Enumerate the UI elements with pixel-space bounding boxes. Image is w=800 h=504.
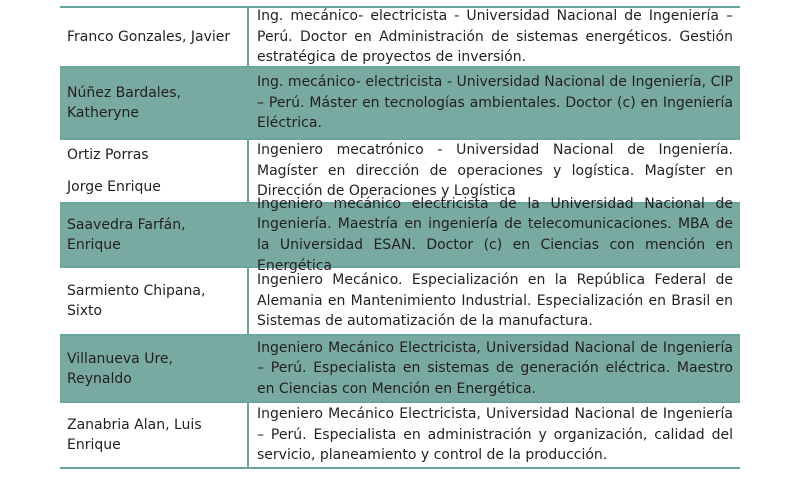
name-cell (60, 140, 249, 202)
description-cell (249, 140, 740, 202)
description-cell (249, 8, 740, 66)
description-text: Ing. mecánico- electricista - Universidad Nacional de Ingeniería – Perú. Doctor en Administración de sistemas energéticos. Gestión estratégica de proyectos de inversión. (257, 8, 733, 66)
faculty-table (60, 6, 740, 469)
description-cell (249, 195, 740, 274)
name-line: Saavedra Farfán, Enrique (67, 217, 186, 253)
name-cell (60, 8, 249, 66)
name-line: Enrique (67, 437, 121, 453)
table-row (60, 68, 740, 140)
name-line: Sarmiento Chipana, Sixto (67, 283, 206, 319)
description-cell (249, 403, 740, 467)
table-row (60, 403, 740, 469)
table-row (60, 336, 740, 403)
name-cell (60, 68, 249, 138)
name-cell (60, 403, 249, 467)
name-line: Franco Gonzales, Javier (67, 29, 231, 45)
name-cell (60, 204, 249, 266)
name-line: Zanabria Alan, Luis (67, 417, 202, 433)
name-line: Jorge Enrique (67, 179, 161, 195)
description-text: Ing. mecánico- electricista - Universidad Nacional de Ingeniería, CIP – Perú. Máster en tecnologías ambientales. Doctor (c) en Ingeniería Eléctrica. (257, 74, 733, 132)
name-cell (60, 336, 249, 401)
name-cell (60, 268, 249, 334)
table-row (60, 8, 740, 68)
description-text: Ingeniero Mecánico. Especialización en la República Federal de Alemania en Mantenimiento Industrial. Especialización en Brasil en Sistemas de automatización de la manufactura. (257, 272, 733, 330)
name-line: Villanueva Ure, Reynaldo (67, 350, 173, 387)
description-cell (249, 336, 740, 401)
table-row (60, 268, 740, 336)
description-text: Ingeniero Mecánico Electricista, Universidad Nacional de Ingeniería – Perú. Especialista en administración y organización, calidad del servicio, planeamiento y control de la producción. (257, 406, 733, 464)
name-line: Ortiz Porras (67, 147, 149, 163)
name-line: Katheryne (67, 105, 140, 121)
table-row (60, 195, 740, 274)
description-text: Ingeniero mecánico electricista de la Universidad Nacional de Ingeniería. Maestría en ingeniería de telecomunicaciones. MBA de la Universidad ESAN. Doctor (c) en Ciencias con mención en Energética (257, 195, 733, 274)
name-line: Núñez Bardales, (67, 85, 182, 101)
description-text: Ingeniero mecatrónico - Universidad Nacional de Ingeniería. Magíster en dirección de operaciones y logística. Magíster en Dirección de Operaciones y Logística (257, 142, 733, 200)
description-text: Ingeniero Mecánico Electricista, Universidad Nacional de Ingeniería – Perú. Especialista en sistemas de generación eléctrica. Maestro en Ciencias con Mención en Energética. (257, 339, 733, 397)
description-cell (249, 68, 740, 138)
description-cell (249, 268, 740, 334)
